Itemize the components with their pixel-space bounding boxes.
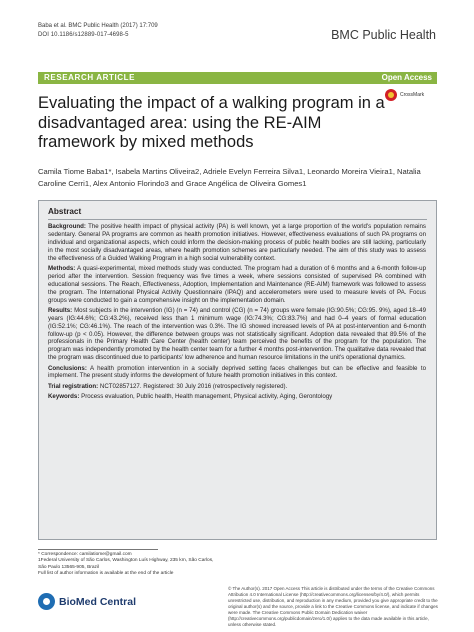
doi-line: DOI 10.1186/s12889-017-4698-5 bbox=[38, 32, 129, 38]
author-list: Camila Tiome Baba1*, Isabela Martins Oliveira2, Adriele Evelyn Ferreira Silva1, Leonardo Moreira Vieira1, Natalia Caroline Cerri1, Alex Antonio Florindo3 and Grace Angélica de Oliveira Gomes1 bbox=[38, 167, 421, 188]
crossmark-label: CrossMark bbox=[400, 92, 425, 98]
section-label: Conclusions: bbox=[48, 364, 87, 372]
biomed-central-icon bbox=[38, 593, 55, 610]
section-label: Keywords: bbox=[48, 393, 80, 401]
abstract-methods bbox=[48, 265, 426, 305]
section-label: Results: bbox=[48, 306, 73, 314]
abstract-box bbox=[38, 200, 437, 540]
section-label: Methods: bbox=[48, 264, 76, 272]
section-text: A quasi-experimental, mixed methods study was conducted. The program had a duration of 6 months and a 6-month follow-up period after the intervention. Session frequency was five times a week, where sessions consisted of supervised PA combined with educational sessions. The Reach, Effectiveness, Adoption, Implementation and Maintenance (RE-AIM) framework was followed to assess the program. The International Physical Activity Questionnaire (IPAQ) and accelerometers were used to measure levels of PA. Focus groups were conducted to gain a comprehensive insight on the implementation domain. bbox=[48, 264, 426, 304]
journal-name: BMC Public Health bbox=[331, 28, 436, 42]
abstract-body bbox=[48, 223, 426, 403]
abstract-conclusions bbox=[48, 365, 426, 381]
footnotes bbox=[38, 552, 218, 578]
abstract-divider bbox=[48, 219, 427, 220]
section-text: Most subjects in the intervention (IG) (n = 74) and control (CG) (n = 74) groups were female (IG:90.5%; CG:95. 9%), aged 18–49 years (IG:44.6%; CG:43.2%), received less than 1 minimum wage (IG:74.3%; CG:83.7%) and had 0–4 years of formal education (IG:52.1%; CG:46.1%). The reach of the intervention was 0.3%. The IG showed increased levels of PA at post-intervention and 6-month follow-up (p < 0.05). However, the difference between groups was not statistically significant. Adoption data revealed that 89.5% of the professionals in the Primary Health Care Center (health center) team perceived the benefits of the program for the population. The program was independently promoted by the health center team for a further 4 months post-intervention. The qualitative data revealed that the program was discontinued due to participants' low adherence and human resource limitations in the unit's operational dynamics. bbox=[48, 306, 426, 362]
more-info-note: Full list of author information is available at the end of the article bbox=[38, 571, 174, 577]
section-text: A health promotion intervention in a socially deprived setting faces challenges but can be effective and feasible to implement. The present study informs the development of future health promotion initiatives in this context. bbox=[48, 364, 426, 380]
section-label: Background: bbox=[48, 223, 86, 230]
article-type-banner bbox=[38, 72, 437, 84]
section-text: Process evaluation, Public health, Health management, Physical activity, Aging, Gerontology bbox=[81, 393, 333, 401]
abstract-background bbox=[48, 223, 426, 263]
open-access-label: Open Access bbox=[381, 73, 432, 82]
citation-line: Baba et al. BMC Public Health (2017) 17:709 bbox=[38, 23, 158, 29]
article-title: Evaluating the impact of a walking program in a disadvantaged area: using the RE-AIM framework by mixed methods bbox=[38, 94, 385, 151]
article-header bbox=[38, 22, 158, 40]
section-label: Trial registration: bbox=[48, 382, 99, 390]
biomed-central-logo bbox=[38, 593, 138, 611]
affiliation-note: 1Federal University of São Carlos, Washington Luís Highway, 235 km, São Carlos, São Paulo 13565-905, Brazil bbox=[38, 558, 214, 570]
abstract-results bbox=[48, 307, 426, 362]
abstract-keywords bbox=[48, 393, 426, 401]
footnote-divider bbox=[38, 549, 158, 550]
license-text: © The Author(s). 2017 Open Access This article is distributed under the terms of the Creative Commons Attribution 4.0 International License (http://creativecommons.org/licenses/by/4.0/), which permits unrestricted use, distribution, and reproduction in any medium, provided you give appropriate credit to the original author(s) and the source, provide a link to the Creative Commons license, and indicate if changes were made. The Creative Commons Public Domain Dedication waiver (http://creativecommons.org/publicdomain/zero/1.0/) applies to the data made available in this article, unless otherwise stated. bbox=[228, 586, 438, 627]
abstract-trial-registration bbox=[48, 383, 426, 391]
abstract-heading: Abstract bbox=[48, 207, 82, 216]
section-text: The positive health impact of physical activity (PA) is well known, yet a large proportion of the world's population remains sedentary. General PA programs are common as health promotion initiatives. However, effectiveness evaluations of such PA programs on individual and organizational aspects, which could inform the decision-making process of public health bodies are still lacking, particularly in the most socially disadvantaged areas, where health promotion schemes are particularly needed. The aim of this study was to assess the effectiveness of a Guided Walking Program in a high social vulnerability context. bbox=[48, 223, 426, 262]
biomed-central-wordmark: BioMed Central bbox=[59, 596, 137, 608]
correspondence-note: * Correspondence: camilatiome@gmail.com bbox=[38, 552, 132, 557]
section-text: NCT02857127. Registered: 30 July 2016 (retrospectively registered). bbox=[99, 382, 288, 390]
article-type-label: RESEARCH ARTICLE bbox=[44, 73, 136, 82]
